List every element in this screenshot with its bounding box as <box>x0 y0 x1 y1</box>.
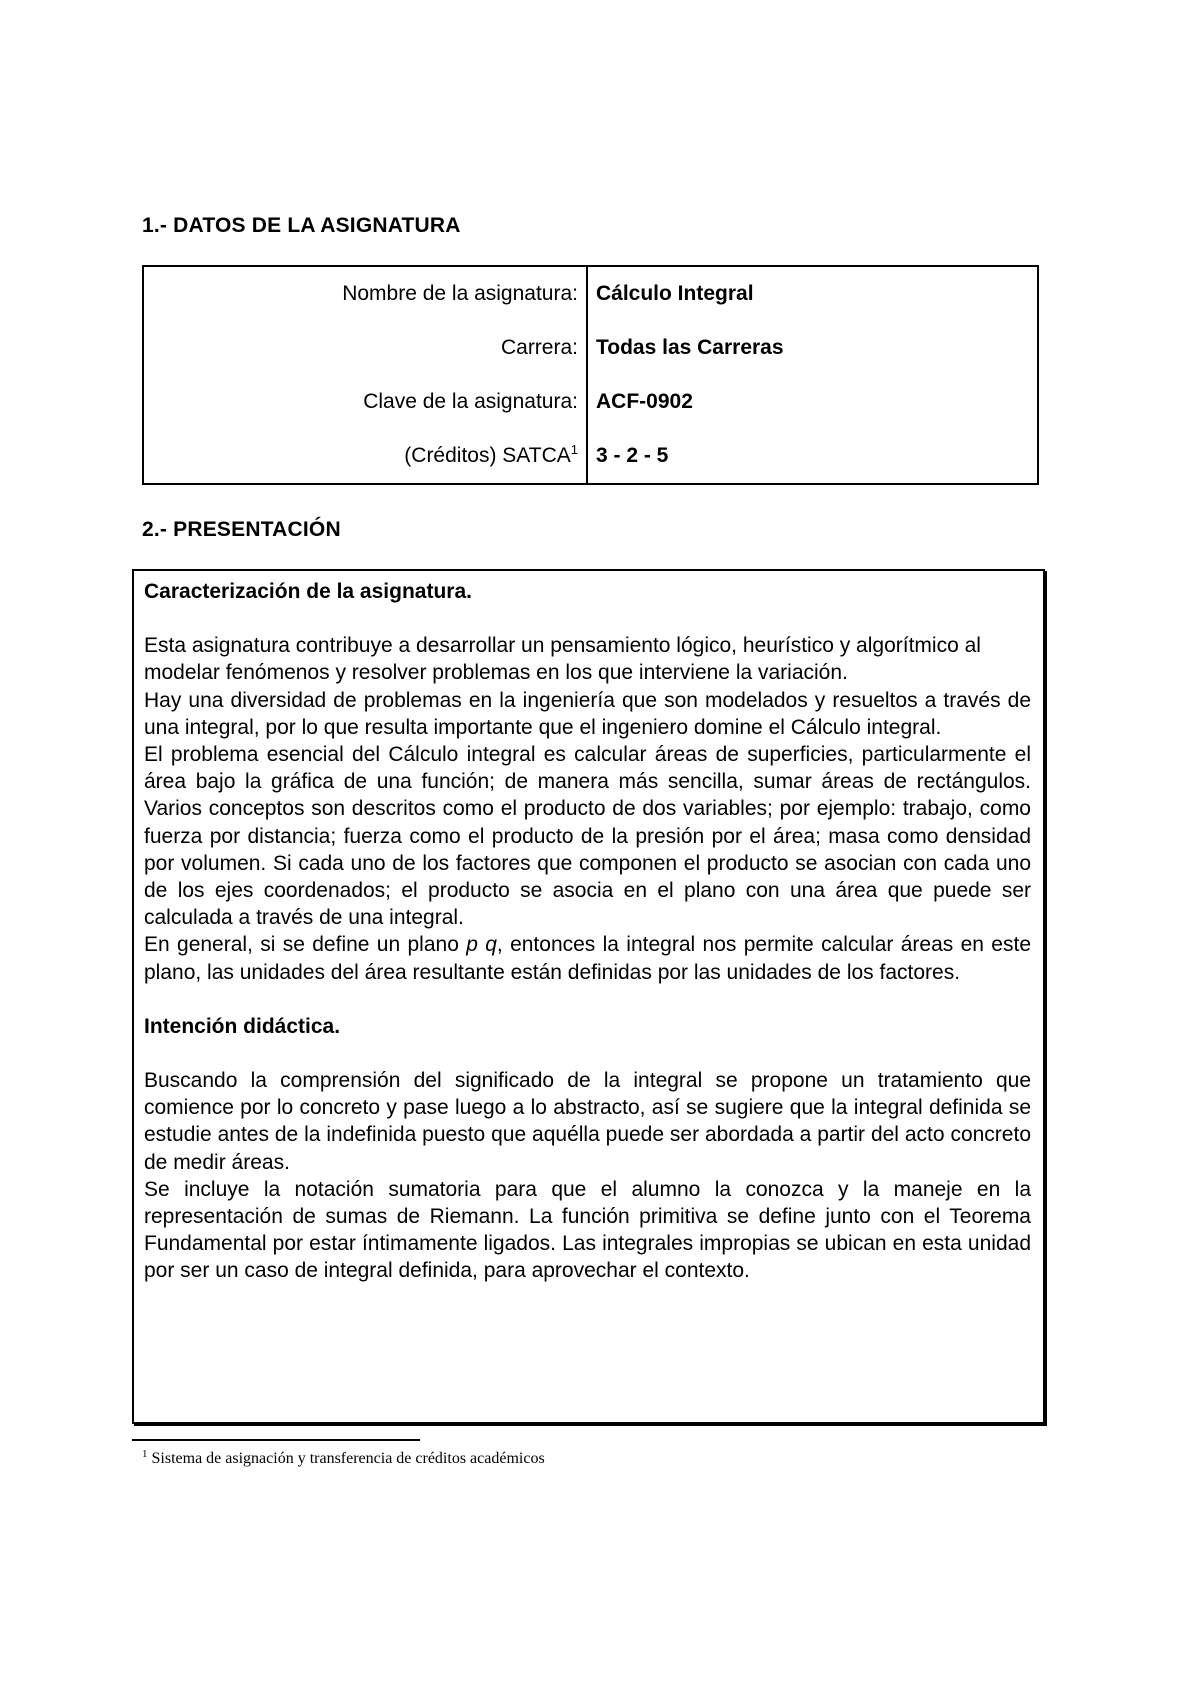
table-row <box>143 321 1038 375</box>
footnote-separator <box>132 1439 420 1441</box>
paragraph: Esta asignatura contribuye a desarrollar un pensamiento lógico, heurístico y algorítmico al modelar fenómenos y resolver problemas en los que interviene la variación. <box>144 634 981 685</box>
table-row <box>143 429 1038 484</box>
footnote <box>142 1447 545 1468</box>
footnote-marker: 1 <box>570 442 578 457</box>
presentacion-box <box>132 569 1045 1424</box>
plane-variables: p q <box>466 933 497 957</box>
footnote-marker: 1 <box>142 1447 148 1460</box>
caracterizacion-title: Caracterización de la asignatura. <box>144 580 472 603</box>
satca-label: (Créditos) SATCA <box>404 444 571 467</box>
row-label: Clave de la asignatura: <box>143 375 587 429</box>
section-heading-datos: 1.- DATOS DE LA ASIGNATURA <box>142 214 461 237</box>
intencion-title: Intención didáctica. <box>144 1014 341 1038</box>
paragraph: Hay una diversidad de problemas en la ingeniería que son modelados y resueltos a través de una integral, por lo que resulta importante que el ingeniero domine el Cálculo integral. <box>144 688 1031 739</box>
row-value: ACF-0902 <box>596 390 693 413</box>
paragraph-text: , entonces la integral nos permite calcular áreas en este plano, las unidades del área resultante están definidas por las unidades de los factores. <box>144 933 1032 984</box>
row-label: Carrera: <box>143 321 587 375</box>
table-row <box>143 375 1038 429</box>
paragraph: Buscando la comprensión del significado de la integral se propone un tratamiento que comience por lo concreto y pase luego a lo abstracto, así se sugiere que la integral definida se estudie antes de la indefinida puesto que aquélla puede ser abordada a partir del acto concreto de medir áreas. <box>144 1069 1031 1174</box>
row-value: Todas las Carreras <box>596 336 784 359</box>
paragraph-text: En general, si se define un plano <box>144 933 467 957</box>
row-label-satca <box>143 429 587 484</box>
datos-asignatura-table <box>142 265 1039 485</box>
footnote-text: Sistema de asignación y transferencia de créditos académicos <box>151 1450 545 1467</box>
section-heading-presentacion: 2.- PRESENTACIÓN <box>142 518 341 541</box>
paragraph: Se incluye la notación sumatoria para que el alumno la conozca y la maneje en la representación de sumas de Riemann. La función primitiva se define junto con el Teorema Fundamental por estar íntimamente ligados. Las integrales impropias se ubican en esta unidad por ser un caso de integral definida, para aprovechar el contexto. <box>144 1177 1031 1283</box>
paragraph: El problema esencial del Cálculo integral es calcular áreas de superficies, particularmente el área bajo la gráfica de una función; de manera más sencilla, sumar áreas de rectángulos. Varios conceptos son descritos como el producto de dos variables; por ejemplo: trabajo, como fuerza por distancia; fuerza como el producto de la presión por el área; masa como densidad por volumen. Si cada uno de los factores que componen el producto se asocian con cada uno de los ejes coordenados; el producto se asocia en el plano con una área que puede ser calculada a través de una integral. <box>144 743 1031 930</box>
row-value: Cálculo Integral <box>596 282 754 305</box>
row-label: Nombre de la asignatura: <box>143 266 587 321</box>
paragraph-general <box>144 931 1031 985</box>
row-value: 3 - 2 - 5 <box>596 444 669 467</box>
table-row <box>143 266 1038 321</box>
